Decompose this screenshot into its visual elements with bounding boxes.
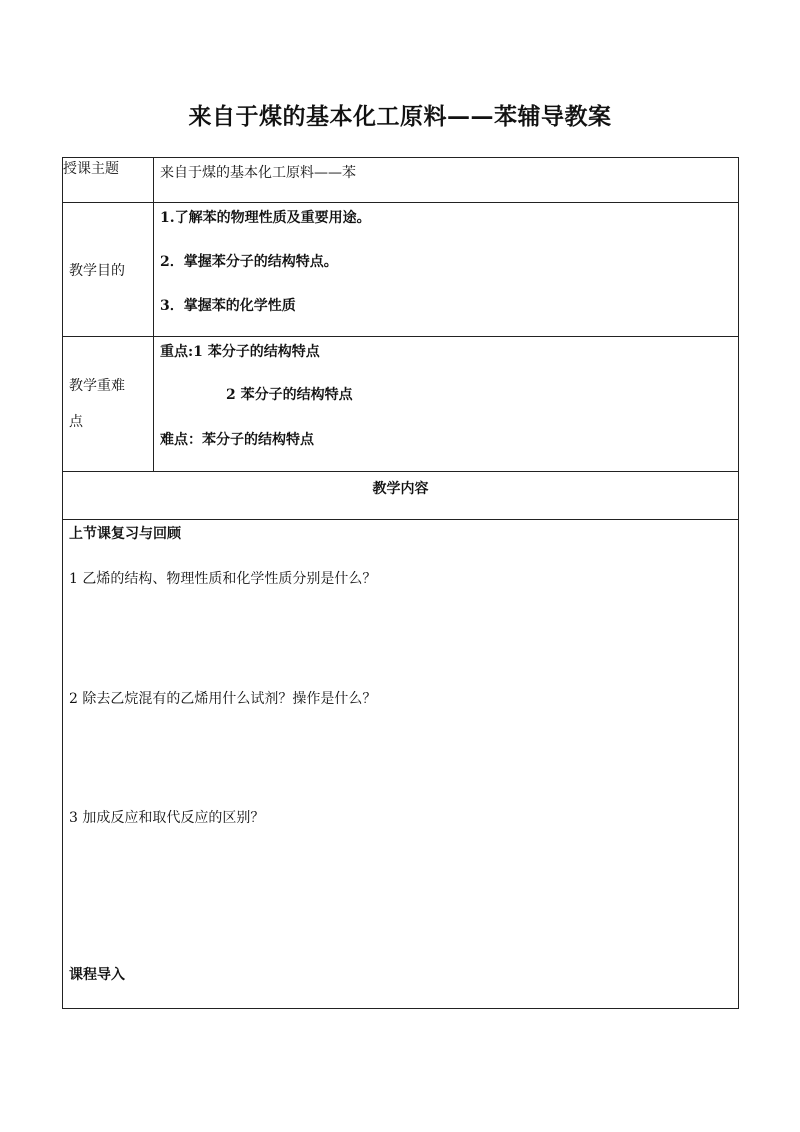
row-key-points — [63, 337, 739, 472]
topic-label: 授课主题 — [63, 161, 119, 177]
difficulty-line: 难点：苯分子的结构特点 — [160, 432, 314, 448]
content-header-cell — [63, 472, 739, 520]
review-question: 1 乙烯的结构、物理性质和化学性质分别是什么？ — [69, 571, 377, 587]
row-content — [63, 520, 739, 1009]
topic-value: 来自于煤的基本化工原料——苯 — [160, 165, 356, 181]
row-topic — [63, 158, 739, 203]
review-heading: 上节课复习与回顾 — [69, 526, 181, 542]
review-question: 3 加成反应和取代反应的区别？ — [69, 810, 265, 826]
objectives-cell — [154, 203, 739, 337]
content-cell — [63, 520, 739, 1009]
objective-item: 2．掌握苯分子的结构特点。 — [160, 254, 338, 270]
key-points-label-line1: 教学重难 — [69, 378, 125, 394]
key-points-label-cell — [63, 337, 154, 472]
topic-label-cell — [63, 158, 154, 203]
row-objectives — [63, 203, 739, 337]
key-points-cell — [154, 337, 739, 472]
review-question: 2 除去乙烷混有的乙烯用什么试剂？操作是什么？ — [69, 691, 377, 707]
objectives-label-cell — [63, 203, 154, 337]
objective-item: 3．掌握苯的化学性质 — [160, 298, 296, 314]
key-point-line: 重点:1 苯分子的结构特点 — [160, 344, 320, 360]
key-point-line: 2 苯分子的结构特点 — [226, 387, 353, 403]
document-title: 来自于煤的基本化工原料——苯辅导教案 — [188, 103, 612, 130]
objectives-label: 教学目的 — [69, 262, 125, 279]
topic-value-cell — [154, 158, 739, 203]
content-header: 教学内容 — [372, 481, 429, 497]
lesson-plan-table — [62, 157, 739, 1009]
objective-item: 1.了解苯的物理性质及重要用途。 — [160, 210, 371, 226]
key-points-label-line2: 点 — [69, 414, 83, 430]
row-content-header — [63, 472, 739, 520]
intro-heading: 课程导入 — [69, 967, 125, 983]
